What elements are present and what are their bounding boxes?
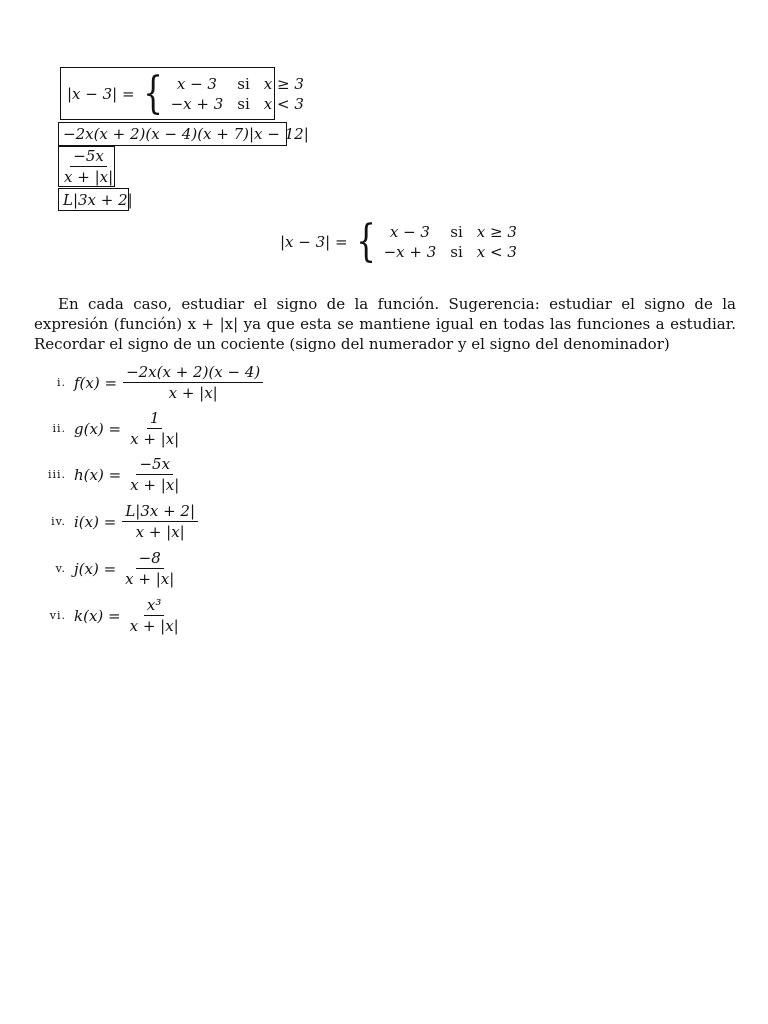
fraction (61, 147, 116, 186)
left-brace: { (355, 216, 376, 267)
fraction (122, 502, 198, 541)
case-expr: −x + 3 (170, 94, 224, 113)
fraction-denominator: x + |x| (129, 617, 179, 635)
case-si: si (450, 243, 463, 261)
case-expr: x − 3 (176, 74, 217, 93)
fraction-numerator: −5x (136, 455, 173, 475)
boxed-abs-definition (60, 67, 304, 120)
fraction (122, 549, 177, 588)
case-cond: x ≥ 3 (476, 223, 517, 241)
item-number: i. (56, 376, 66, 389)
abs-definition-lhs: |x − 3| = (67, 84, 135, 103)
log-expression: L|3x + 2| (63, 190, 133, 209)
cases-table (384, 223, 517, 261)
fraction-denominator: x + |x| (64, 168, 114, 186)
fraction (127, 596, 182, 635)
fraction (127, 409, 182, 448)
function-name: g(x) = (74, 419, 122, 438)
case-si: si (237, 94, 250, 113)
display-abs-definition (280, 218, 517, 266)
fraction-numerator: L|3x + 2| (122, 502, 198, 522)
case-cond: x < 3 (263, 94, 304, 113)
fraction-numerator: −5x (70, 147, 107, 167)
fraction-denominator: x + |x| (125, 570, 175, 588)
boxed-log-expression (58, 188, 133, 211)
item-number: vi. (49, 609, 66, 622)
case-si: si (450, 223, 463, 241)
fraction-numerator: x³ (144, 596, 164, 616)
exercise-item (44, 596, 182, 635)
exercise-item (44, 502, 198, 541)
fraction-numerator: 1 (147, 409, 163, 429)
fraction-denominator: x + |x| (130, 430, 180, 448)
boxed-fraction-expression (58, 146, 115, 187)
item-number: ii. (52, 422, 66, 435)
function-name: i(x) = (74, 512, 117, 531)
case-expr: x − 3 (389, 223, 430, 241)
function-name: h(x) = (74, 465, 122, 484)
cases-table (171, 75, 304, 113)
left-brace: { (142, 67, 163, 119)
case-cond: x ≥ 3 (263, 74, 304, 93)
fraction-denominator: x + |x| (130, 476, 180, 494)
case-cond: x < 3 (476, 243, 517, 261)
fraction (127, 455, 182, 494)
product-expression: −2x(x + 2)(x − 4)(x + 7)|x − 12| (63, 125, 309, 143)
fraction-numerator: −8 (136, 549, 164, 569)
item-number: v. (55, 562, 66, 575)
fraction (123, 363, 263, 402)
fraction-denominator: x + |x| (168, 384, 218, 402)
exercise-item (44, 549, 177, 588)
function-name: k(x) = (74, 606, 121, 625)
exercise-item (44, 363, 263, 402)
case-expr: −x + 3 (383, 243, 437, 261)
instructions-paragraph: En cada caso, estudiar el signo de la función. Sugerencia: estudiar el signo de la expresión (función) x + |x| ya que esta se mantiene igual en todas las funciones a estudiar. Recordar el signo de un cociente (signo del numerador y el signo del denominador) (34, 295, 736, 353)
fraction-denominator: x + |x| (135, 523, 185, 541)
item-number: iv. (51, 515, 66, 528)
function-name: f(x) = (74, 373, 118, 392)
item-number: iii. (47, 468, 66, 481)
function-name: j(x) = (74, 559, 117, 578)
exercise-item (44, 409, 182, 448)
fraction-numerator: −2x(x + 2)(x − 4) (123, 363, 263, 383)
exercise-item (44, 455, 182, 494)
boxed-product-expression (58, 122, 309, 146)
case-si: si (237, 74, 250, 93)
abs-definition-lhs: |x − 3| = (280, 233, 348, 251)
